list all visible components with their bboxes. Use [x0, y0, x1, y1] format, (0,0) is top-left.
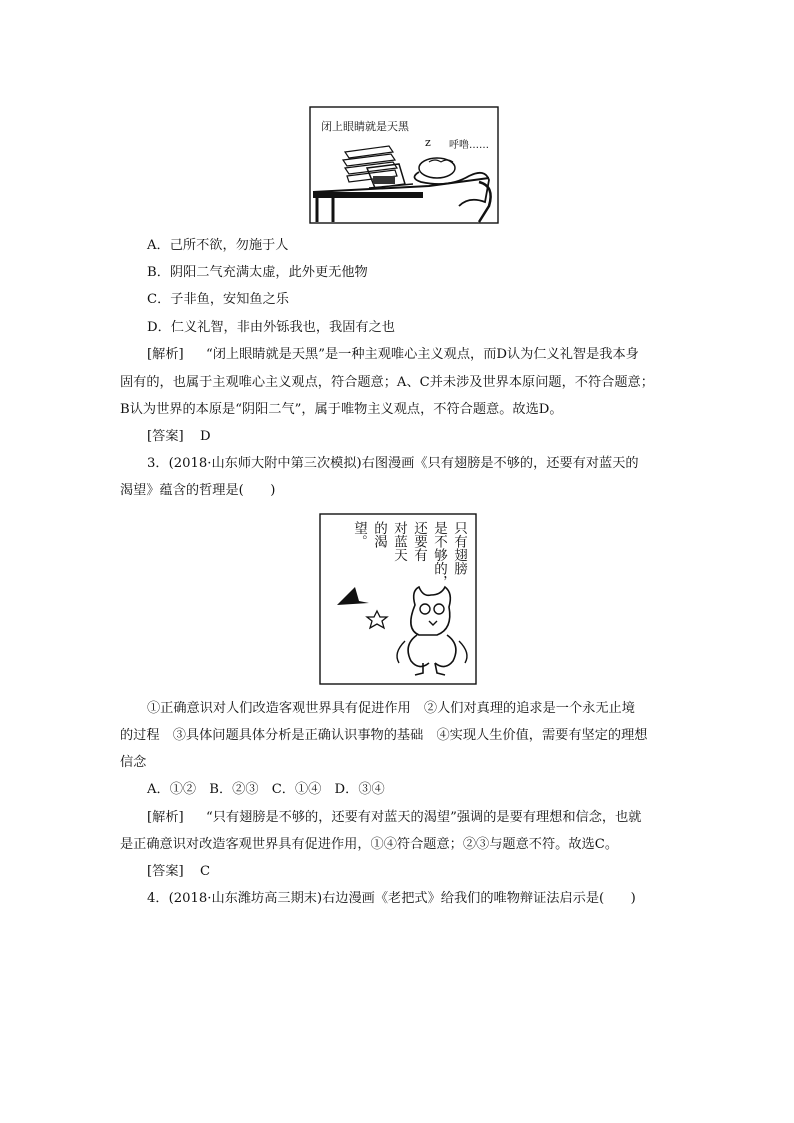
q2-answer-value: D	[200, 429, 211, 444]
q3-analysis-tag: [解析]	[147, 810, 184, 825]
q2-answer-tag: [答案]	[147, 429, 184, 444]
q3-statement-line2: 的过程 ③具体问题具体分析是正确认识事物的基础 ④实现人生价值，需要有坚定的理想	[120, 728, 648, 743]
q2-analysis-line1: “闭上眼睛就是天黑”是一种主观唯心主义观点，而D认为仁义礼智是我本身	[206, 347, 639, 362]
q3-answer-tag: [答案]	[147, 864, 184, 879]
q3-statement-line3: 信念	[120, 755, 147, 770]
cartoon1-caption: 闭上眼睛就是天黑	[321, 120, 409, 133]
q2-analysis-tag: [解析]	[147, 347, 184, 362]
q3-answer-value: C	[200, 864, 211, 879]
q2-analysis-line3: B认为世界的本原是“阴阳二气”，属于唯物主义观点，不符合题意。故选D。	[120, 402, 563, 417]
q2-option-c: C．子非鱼，安知鱼之乐	[147, 292, 289, 307]
q2-option-d: D．仁义礼智，非由外铄我也，我固有之也	[147, 320, 395, 335]
q3-statement-line1: ①正确意识对人们改造客观世界具有促进作用 ②人们对真理的追求是一个永无止境	[147, 701, 635, 716]
q2-option-a: A．己所不欲，勿施于人	[147, 238, 289, 253]
q3-stem-line2: 渴望》蕴含的哲理是( )	[120, 483, 276, 498]
cartoon-eyes-closed	[309, 106, 499, 224]
cartoon2-col4: 对蓝天	[391, 521, 407, 562]
q3-options: A．①② B．②③ C．①④ D．③④	[147, 782, 385, 797]
cartoon2-col6: 望。	[351, 521, 367, 548]
cartoon-wings-and-sky	[319, 513, 477, 685]
q2-analysis-line2: 固有的，也属于主观唯心主义观点，符合题意；A、C并未涉及世界本原问题，不符合题意；	[120, 375, 654, 390]
q3-stem-line1: 3．(2018·山东师大附中第三次模拟)右图漫画《只有翅膀是不够的，还要有对蓝天的	[147, 456, 639, 471]
q4-stem-line1: 4．(2018·山东潍坊高三期末)右边漫画《老把式》给我们的唯物辩证法启示是( )	[147, 891, 636, 906]
cartoon2-col1: 只有翅膀	[451, 521, 467, 575]
cartoon2-col2: 是不够的，	[431, 521, 447, 589]
q3-analysis-line2: 是正确意识对改造客观世界具有促进作用，①④符合题意；②③与题意不符。故选C。	[120, 837, 619, 852]
q2-option-b: B．阴阳二气充满太虚，此外更无他物	[147, 265, 368, 280]
cartoon2-col3: 还要有	[411, 521, 427, 562]
cartoon2-col5: 的渴	[371, 521, 387, 548]
cartoon1-z: z	[425, 136, 431, 149]
q3-analysis-line1: “只有翅膀是不够的，还要有对蓝天的渴望”强调的是要有理想和信念，也就	[206, 810, 642, 825]
cartoon1-snore: 呼噜……	[449, 140, 489, 151]
